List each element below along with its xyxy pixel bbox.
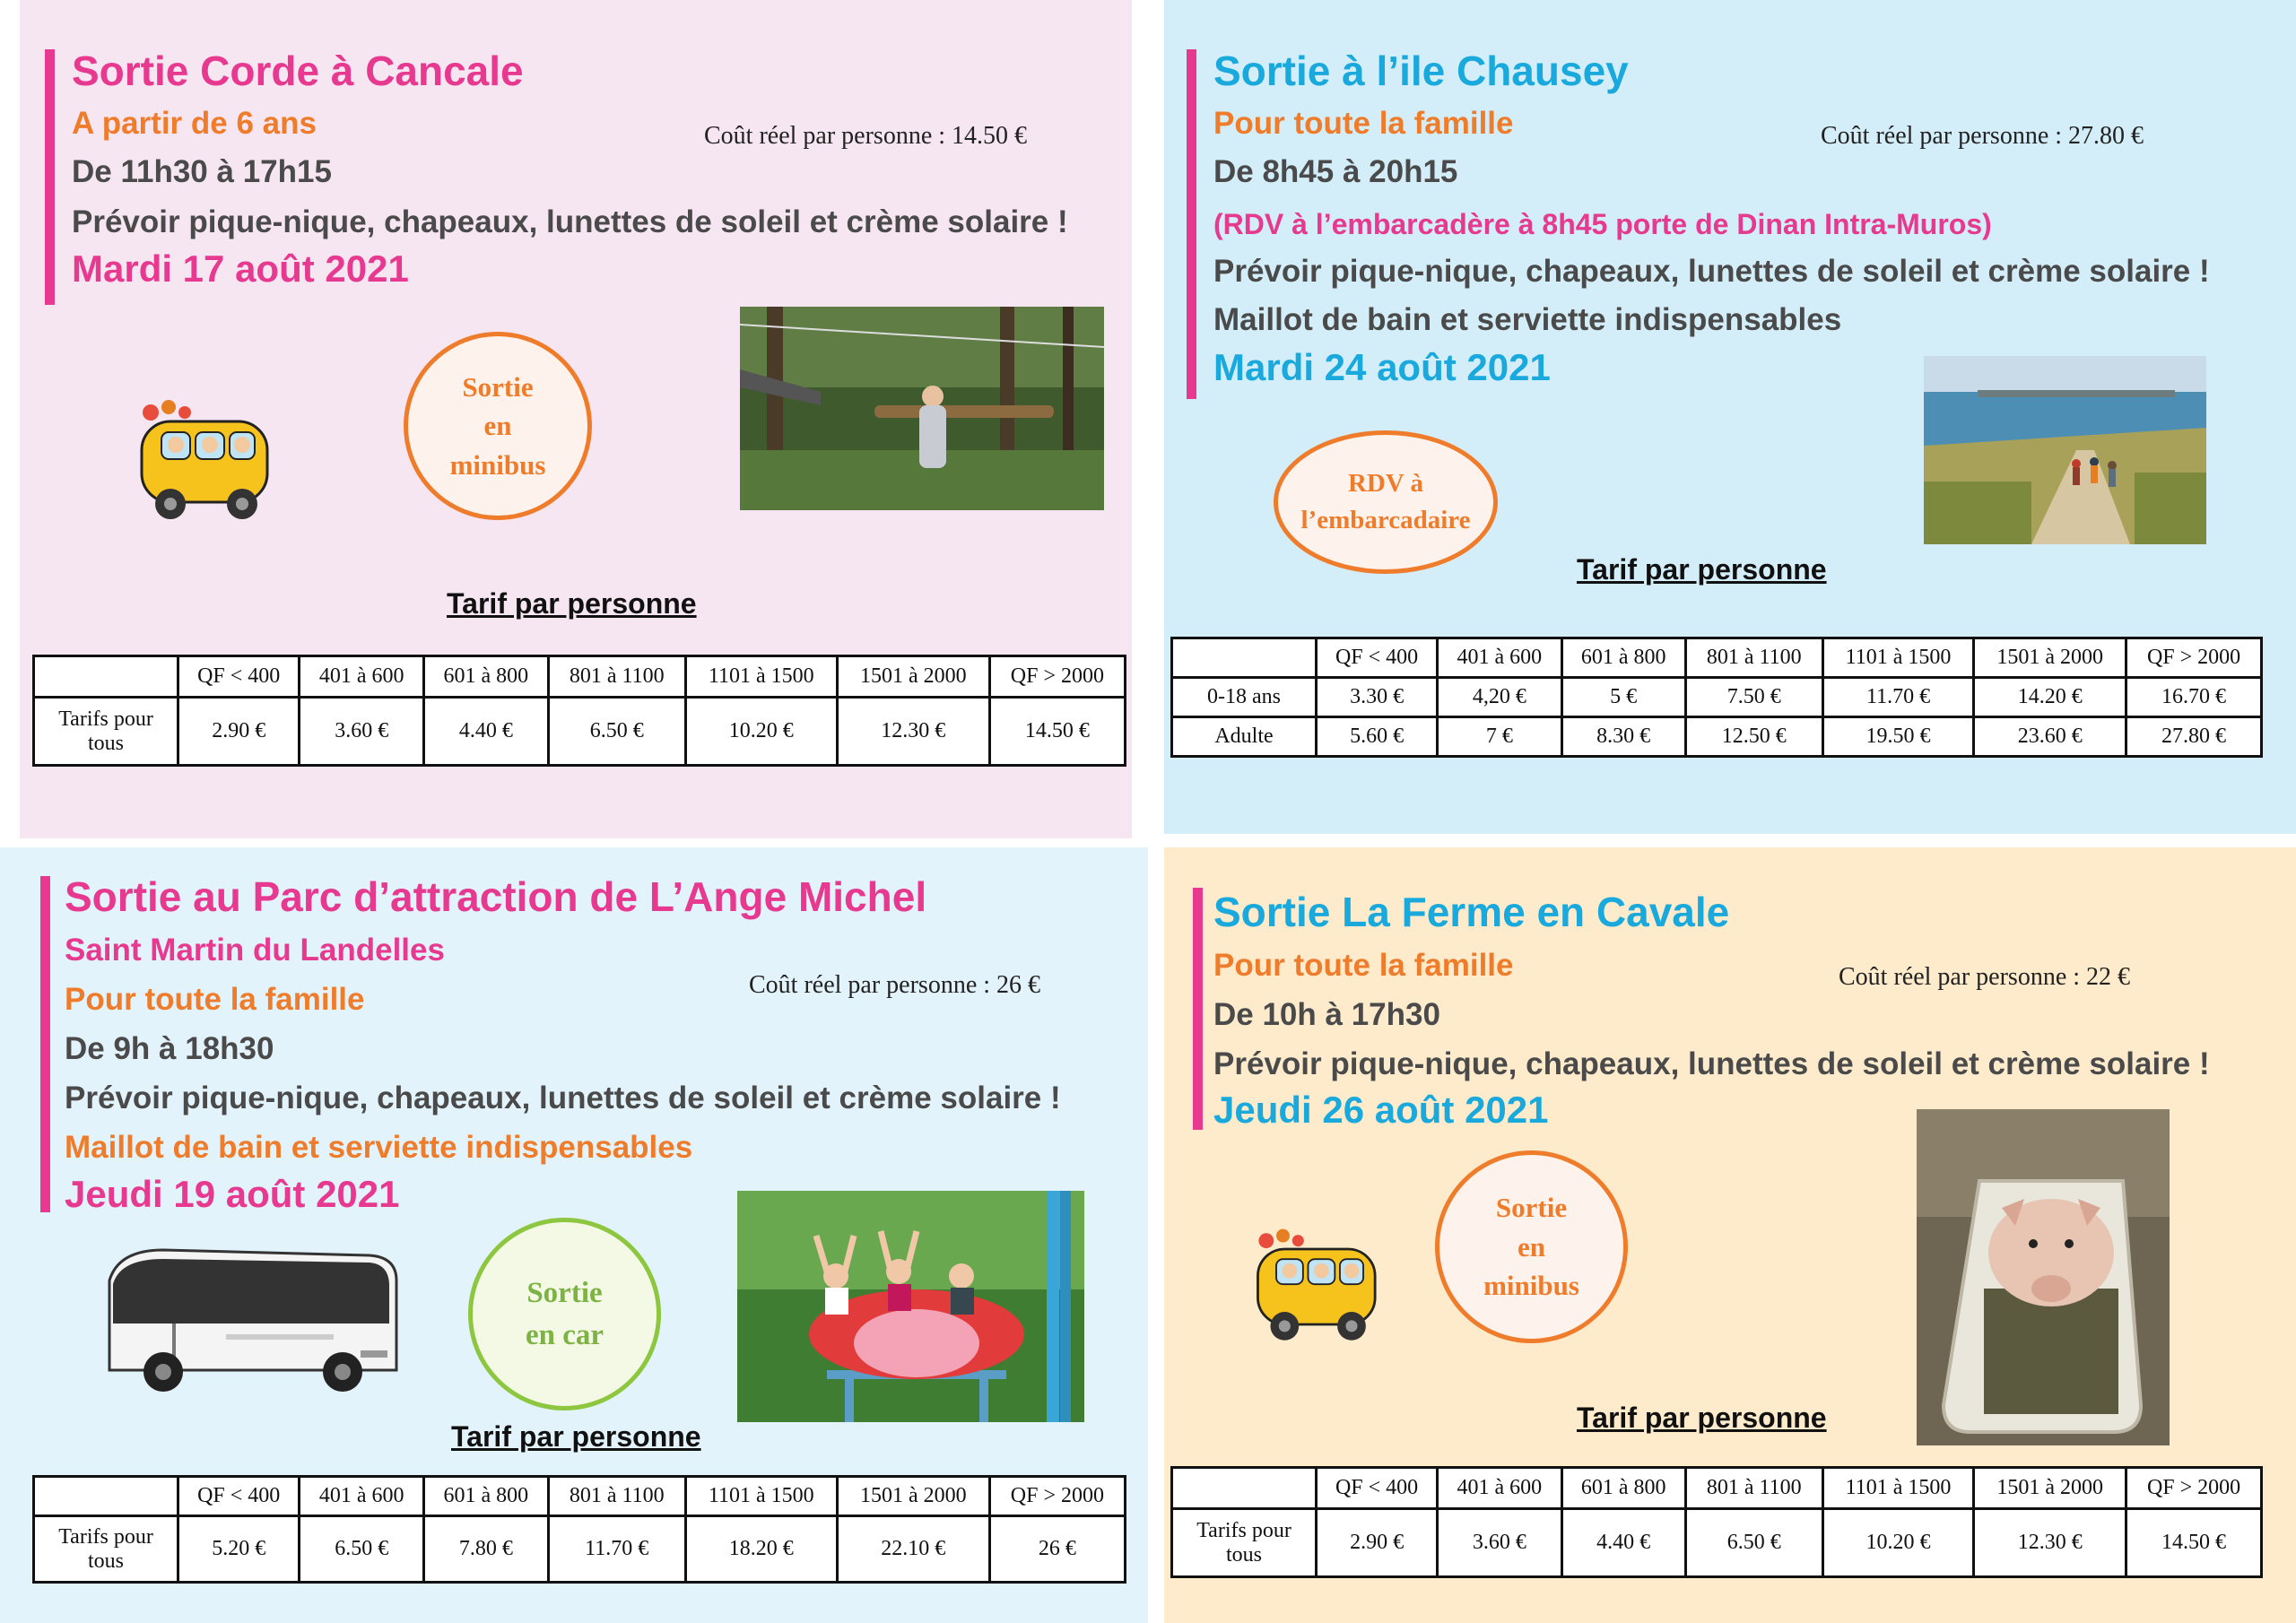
column-header: 1501 à 2000	[837, 656, 989, 698]
transport-text-1: Sortie	[462, 370, 534, 403]
column-header: QF < 400	[178, 1477, 300, 1516]
price-cell: 4,20 €	[1438, 678, 1561, 717]
price-cell: 3.60 €	[300, 698, 424, 766]
column-header: QF > 2000	[989, 1477, 1125, 1516]
price-cell: 6.50 €	[548, 698, 685, 766]
row-label: Tarifs pour tous	[34, 1516, 178, 1583]
outing-date: Mardi 17 août 2021	[72, 247, 409, 290]
real-cost: Coût réel par personne : 14.50 €	[704, 122, 1028, 150]
column-header: 801 à 1100	[1685, 1468, 1822, 1509]
outing-title: Sortie à l’ile Chausey	[1213, 48, 1629, 94]
column-header: QF > 2000	[989, 656, 1125, 698]
transport-badge	[1274, 430, 1498, 574]
column-header: 601 à 800	[1561, 1468, 1685, 1509]
price-cell: 18.20 €	[685, 1516, 837, 1583]
outing-note: Prévoir pique-nique, chapeaux, lunettes de soleil et crème solaire !	[72, 204, 1068, 239]
column-header: 601 à 800	[424, 656, 549, 698]
outing-note-2: Maillot de bain et serviette indispensables	[65, 1130, 693, 1165]
ride-photo	[737, 1191, 1084, 1422]
transport-badge	[1435, 1150, 1628, 1343]
outing-hours: De 9h à 18h30	[65, 1031, 274, 1066]
transport-badge	[404, 332, 592, 520]
island-photo	[1924, 356, 2206, 544]
price-table	[1170, 1466, 2263, 1578]
transport-text-3: minibus	[1483, 1270, 1579, 1302]
price-cell: 14.50 €	[2126, 1509, 2262, 1577]
corner-cell	[1172, 638, 1317, 678]
table-row	[34, 698, 1126, 766]
column-header: 1101 à 1500	[685, 656, 837, 698]
outing-hours: De 8h45 à 20h15	[1213, 154, 1458, 189]
price-cell: 5 €	[1561, 678, 1685, 717]
price-cell: 5.20 €	[178, 1516, 300, 1583]
accent-bar	[45, 49, 55, 305]
row-label: Tarifs pour tous	[1172, 1509, 1317, 1577]
transport-text-2: en car	[525, 1318, 604, 1351]
outing-note: Prévoir pique-nique, chapeaux, lunettes de soleil et crème solaire !	[1213, 1046, 2210, 1081]
column-header: 1501 à 2000	[1974, 638, 2126, 678]
price-cell: 3.60 €	[1438, 1509, 1561, 1577]
transport-text-1: Sortie	[526, 1277, 603, 1310]
corner-cell	[1172, 1468, 1317, 1509]
transport-text-1: RDV à	[1347, 469, 1424, 499]
column-header: 401 à 600	[1438, 638, 1561, 678]
price-cell: 4.40 €	[1561, 1509, 1685, 1577]
tarif-title: Tarif par personne	[451, 1420, 701, 1453]
real-cost: Coût réel par personne : 26 €	[749, 971, 1041, 999]
accent-bar	[40, 876, 50, 1212]
accent-bar	[1187, 49, 1196, 399]
price-cell: 27.80 €	[2126, 717, 2262, 757]
price-cell: 14.50 €	[989, 698, 1125, 766]
price-cell: 8.30 €	[1561, 717, 1685, 757]
table-row	[34, 1516, 1126, 1583]
price-table	[1170, 637, 2263, 758]
price-cell: 16.70 €	[2126, 678, 2262, 717]
row-label: Tarifs pour tous	[34, 698, 178, 766]
price-cell: 2.90 €	[1317, 1509, 1438, 1577]
corner-cell	[34, 656, 178, 698]
price-cell: 4.40 €	[424, 698, 549, 766]
pig-photo	[1917, 1109, 2170, 1445]
price-cell: 10.20 €	[1822, 1509, 1974, 1577]
outing-title: Sortie Corde à Cancale	[72, 48, 524, 94]
outing-note: Prévoir pique-nique, chapeaux, lunettes de soleil et crème solaire !	[1213, 254, 2210, 289]
corner-cell	[34, 1477, 178, 1516]
price-cell: 5.60 €	[1317, 717, 1438, 757]
outing-date: Jeudi 26 août 2021	[1213, 1089, 1549, 1131]
outing-hours: De 11h30 à 17h15	[72, 154, 332, 189]
outing-place: Saint Martin du Landelles	[65, 933, 445, 968]
row-label: 0-18 ans	[1172, 678, 1317, 717]
outing-note-2: Maillot de bain et serviette indispensables	[1213, 302, 1842, 337]
price-cell: 7.50 €	[1685, 678, 1822, 717]
table-row	[1172, 717, 2262, 757]
transport-text-2: en	[483, 410, 512, 442]
outing-note: Prévoir pique-nique, chapeaux, lunettes de soleil et crème solaire !	[65, 1081, 1061, 1115]
tarif-title: Tarif par personne	[1577, 553, 1827, 586]
column-header: QF > 2000	[2126, 1468, 2262, 1509]
column-header: 1501 à 2000	[837, 1477, 989, 1516]
transport-text-1: Sortie	[1495, 1192, 1568, 1224]
column-header: 801 à 1100	[548, 656, 685, 698]
price-cell: 11.70 €	[1822, 678, 1974, 717]
column-header: QF < 400	[178, 656, 300, 698]
outing-audience: Pour toute la famille	[1213, 106, 1514, 141]
column-header: 1501 à 2000	[1974, 1468, 2126, 1509]
transport-text-2: en	[1518, 1230, 1545, 1263]
column-header: 401 à 600	[300, 656, 424, 698]
outing-date: Jeudi 19 août 2021	[65, 1173, 400, 1215]
price-cell: 7 €	[1438, 717, 1561, 757]
table-row	[1172, 1509, 2262, 1577]
price-cell: 7.80 €	[424, 1516, 549, 1583]
coach-bus-icon	[100, 1245, 405, 1397]
column-header: 1101 à 1500	[1822, 638, 1974, 678]
price-cell: 6.50 €	[300, 1516, 424, 1583]
real-cost: Coût réel par personne : 22 €	[1839, 963, 2131, 991]
outing-title: Sortie au Parc d’attraction de L’Ange Michel	[65, 873, 927, 920]
minibus-icon	[126, 395, 278, 529]
outing-date: Mardi 24 août 2021	[1213, 346, 1551, 388]
price-cell: 26 €	[989, 1516, 1125, 1583]
price-cell: 23.60 €	[1974, 717, 2126, 757]
price-cell: 12.30 €	[1974, 1509, 2126, 1577]
column-header: QF < 400	[1317, 638, 1438, 678]
column-header: 601 à 800	[1561, 638, 1685, 678]
price-cell: 12.50 €	[1685, 717, 1822, 757]
outing-audience: A partir de 6 ans	[72, 106, 317, 141]
transport-badge	[468, 1218, 661, 1410]
price-table	[32, 655, 1126, 767]
accent-bar	[1193, 888, 1203, 1130]
price-cell: 11.70 €	[548, 1516, 685, 1583]
column-header: 801 à 1100	[1685, 638, 1822, 678]
price-cell: 3.30 €	[1317, 678, 1438, 717]
table-row	[1172, 678, 2262, 717]
column-header: 1101 à 1500	[685, 1477, 837, 1516]
column-header: 601 à 800	[424, 1477, 549, 1516]
column-header: 401 à 600	[300, 1477, 424, 1516]
column-header: 1101 à 1500	[1822, 1468, 1974, 1509]
price-cell: 2.90 €	[178, 698, 300, 766]
price-cell: 14.20 €	[1974, 678, 2126, 717]
meeting-point: (RDV à l’embarcadère à 8h45 porte de Dinan Intra-Muros)	[1213, 208, 1992, 240]
transport-text-2: l’embarcadaire	[1300, 506, 1471, 534]
column-header: QF < 400	[1317, 1468, 1438, 1509]
row-label: Adulte	[1172, 717, 1317, 757]
transport-text-3: minibus	[449, 448, 546, 481]
price-cell: 22.10 €	[837, 1516, 989, 1583]
column-header: 401 à 600	[1438, 1468, 1561, 1509]
outing-audience: Pour toute la famille	[1213, 948, 1514, 983]
column-header: 801 à 1100	[548, 1477, 685, 1516]
price-table	[32, 1475, 1126, 1584]
outing-hours: De 10h à 17h30	[1213, 997, 1440, 1032]
rope-course-photo	[740, 307, 1104, 510]
price-cell: 12.30 €	[837, 698, 989, 766]
price-cell: 6.50 €	[1685, 1509, 1822, 1577]
tarif-title: Tarif par personne	[1577, 1402, 1827, 1434]
outing-title: Sortie La Ferme en Cavale	[1213, 889, 1730, 935]
price-cell: 10.20 €	[685, 698, 837, 766]
price-cell: 19.50 €	[1822, 717, 1974, 757]
tarif-title: Tarif par personne	[447, 587, 697, 620]
minibus-icon	[1220, 1224, 1408, 1350]
column-header: QF > 2000	[2126, 638, 2262, 678]
outing-audience: Pour toute la famille	[65, 982, 365, 1017]
real-cost: Coût réel par personne : 27.80 €	[1821, 122, 2144, 150]
